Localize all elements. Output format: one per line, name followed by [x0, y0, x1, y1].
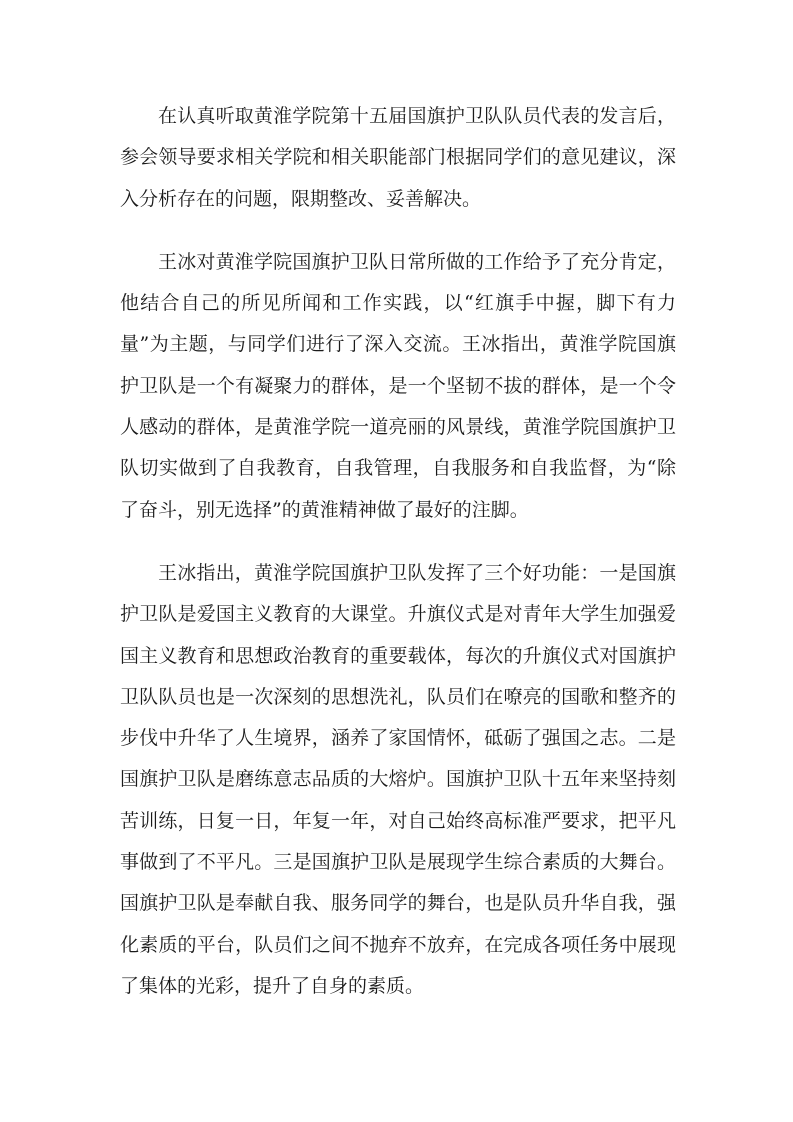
document-body	[120, 96, 676, 1029]
paragraph-3: 王冰指出，黄淮学院国旗护卫队发挥了三个好功能：一是国旗护卫队是爱国主义教育的大课堂。升旗仪式是对青年大学生加强爱国主义教育和思想政治教育的重要载体，每次的升旗仪式对国旗护卫队队员也是一次深刻的思想洗礼，队员们在嘹亮的国歌和整齐的步伐中升华了人生境界，涵养了家国情怀，砥砺了强国之志。二是国旗护卫队是磨练意志品质的大熔炉。国旗护卫队十五年来坚持刻苦训练，日复一日，年复一年，对自己始终高标准严要求，把平凡事做到了不平凡。三是国旗护卫队是展现学生综合素质的大舞台。国旗护卫队是奉献自我、服务同学的舞台，也是队员升华自我，强化素质的平台，队员们之间不抛弃不放弃，在完成各项任务中展现了集体的光彩，提升了自身的素质。	[120, 561, 676, 997]
paragraph-2: 王冰对黄淮学院国旗护卫队日常所做的工作给予了充分肯定，他结合自己的所见所闻和工作实践，以“红旗手中握，脚下有力量”为主题，与同学们进行了深入交流。王冰指出，黄淮学院国旗护卫队是一个有凝聚力的群体，是一个坚韧不拔的群体，是一个令人感动的群体，是黄淮学院一道亮丽的风景线，黄淮学院国旗护卫队切实做到了自我教育，自我管理，自我服务和自我监督，为“除了奋斗，别无选择”的黄淮精神做了最好的注脚。	[120, 250, 676, 521]
paragraph-1: 在认真听取黄淮学院第十五届国旗护卫队队员代表的发言后，参会领导要求相关学院和相关职能部门根据同学们的意见建议，深入分析存在的问题，限期整改、妥善解决。	[120, 105, 676, 210]
